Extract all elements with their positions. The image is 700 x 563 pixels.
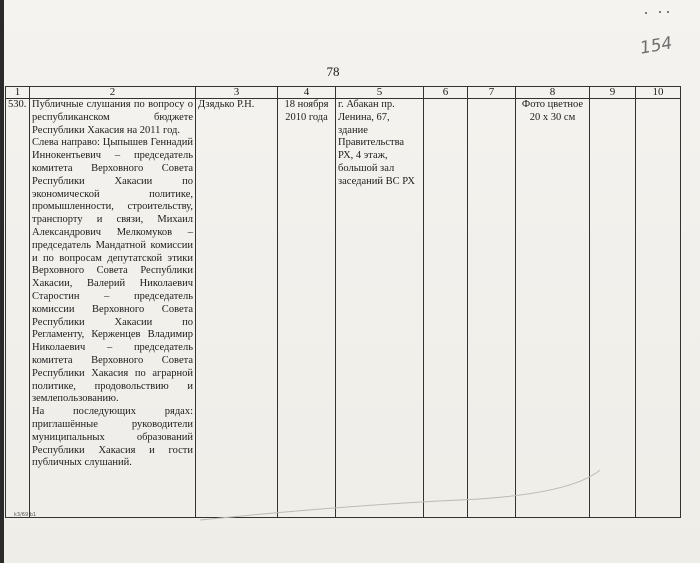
column-header: 4 [278,87,336,99]
photo-author: Дзядько Р.Н. [196,99,278,518]
column-header: 7 [468,87,516,99]
row-number: 530. [6,99,30,518]
photo-date: 18 ноября 2010 года [278,99,336,518]
description-paragraph: Публичные слушания по вопросу о республиканском бюджете Республики Хакасия на 2011 год. [32,99,193,136]
photo-description [30,99,196,518]
column-header: 1 [6,87,30,99]
column-header: 6 [424,87,468,99]
photo-place: г. Абакан пр. Ленина, 67, здание Правительства РХ, 4 этаж, большой зал заседаний ВС РХ [336,99,424,518]
catalog-table [5,86,681,518]
column-9-cell [590,99,636,518]
scan-edge-shadow [0,0,4,563]
column-header: 10 [636,87,681,99]
table-row [6,99,681,518]
column-header: 3 [196,87,278,99]
description-paragraph: На последующих рядах: приглашённые руководители муниципальных образований Республики Хакасия и гости публичных слушаний. [32,406,193,469]
column-header: 8 [516,87,590,99]
corner-marks [642,8,682,18]
column-7-cell [468,99,516,518]
column-header: 2 [30,87,196,99]
handwritten-mark: 154 [638,33,674,59]
page-number: 78 [326,64,340,79]
column-header: 9 [590,87,636,99]
column-10-cell [636,99,681,518]
page-fold-line [200,470,600,530]
column-6-cell [424,99,468,518]
column-header: 5 [336,87,424,99]
footer-code: k3/69 b1 [14,512,37,518]
description-paragraph: Слева направо: Цыпышев Геннадий Иннокентьевич – председатель комитета Верховного Совета Республики Хакасии по экономической политике, промышленности, строительству, транспорту и связи, Михаил Александрович Мелкомуков – председатель Мандатной комиссии и по вопросам депутатской этики Верховного Совета Республики Хакасии, Валерий Николаевич Старостин – председатель комиссии Верховного Совета Республики Хакасии по Регламенту, Керженцев Владимир Николаевич – председатель комитета Верховного Совета Республики Хакасия по аграрной политике, продовольствию и землепользованию. [32,137,193,405]
column-number-row [6,87,681,99]
photo-format: Фото цветное 20 х 30 см [516,99,590,518]
